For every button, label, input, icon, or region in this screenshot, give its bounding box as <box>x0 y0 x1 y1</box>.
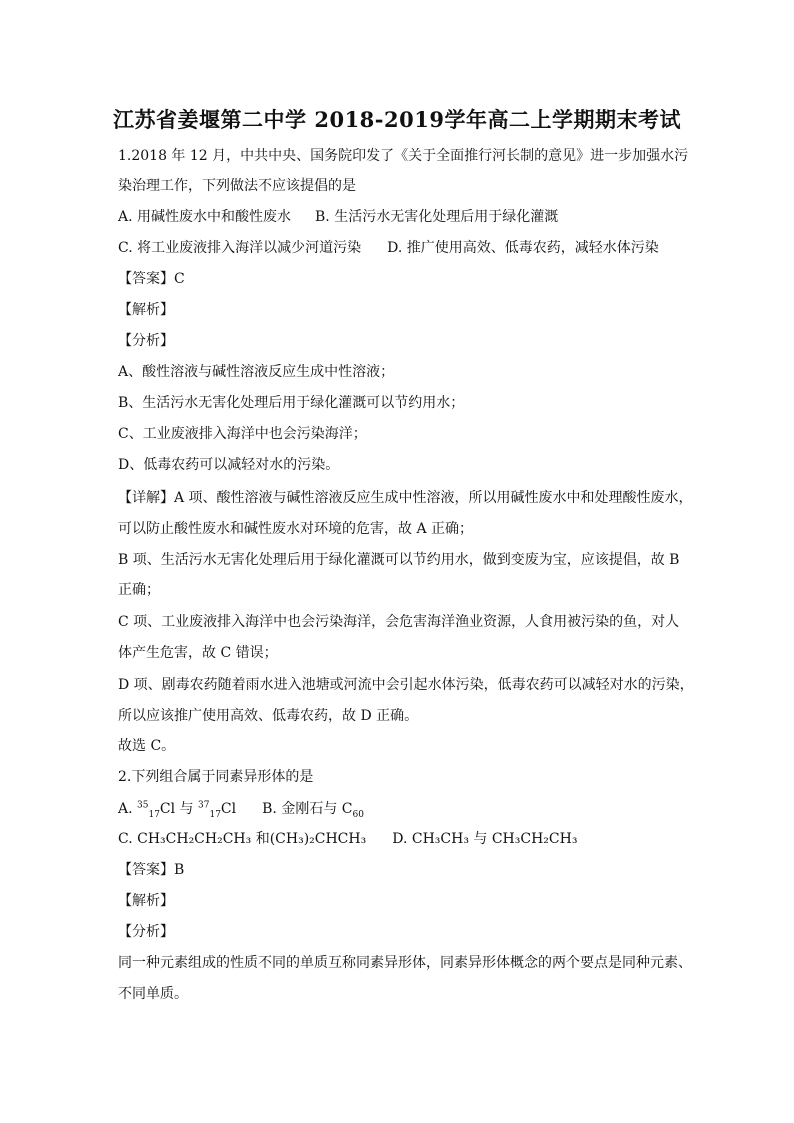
q2-option-a-element1: Cl 与 <box>159 801 199 817</box>
q1-detail-line8: 所以应该推广使用高效、低毒农药，故 D 正确。 <box>118 708 419 724</box>
q1-stem-line2: 染治理工作，下列做法不应该提倡的是 <box>118 178 356 194</box>
q2-option-a-prefix: A. <box>118 801 138 817</box>
q2-option-a <box>118 799 236 819</box>
q1-stem-line1: 1.2018 年 12 月，中共中央、国务院印发了《关于全面推行河长制的意见》进一步加强水污 <box>118 148 689 164</box>
q2-option-a-element2: Cl <box>220 801 237 817</box>
q1-analysis-d: D、低毒农药可以减轻对水的污染。 <box>118 457 340 473</box>
q2-option-a-atomic2: 17 <box>209 809 221 820</box>
q2-option-b-text: B. 金刚石与 C <box>262 801 353 817</box>
q1-analysis-a: A、酸性溶液与碱性溶液反应生成中性溶液； <box>118 364 395 380</box>
q2-option-a-mass2: 37 <box>198 800 210 811</box>
q2-options-row1 <box>118 799 364 819</box>
q1-detail-line5: C 项、工业废液排入海洋中也会污染海洋，会危害海洋渔业资源，人食用被污染的鱼，对人 <box>118 614 680 630</box>
q2-stem: 2.下列组合属于同素异形体的是 <box>118 769 314 785</box>
q1-analysis-b: B、生活污水无害化处理后用于绿化灌溉可以节约用水； <box>118 395 465 411</box>
q1-options-row2 <box>118 238 659 258</box>
q1-analysis-c: C、工业废液排入海洋中也会污染海洋； <box>118 426 367 442</box>
q2-jiexi-heading: 【解析】 <box>118 893 174 909</box>
document-title: 江苏省姜堰第二中学 2018-2019学年高二上学期期末考试 <box>113 107 681 132</box>
q1-fenxi-heading: 【分析】 <box>118 333 174 349</box>
q2-option-c: C. CH₃CH₂CH₂CH₃ 和(CH₃)₂CHCH₃ <box>118 831 367 847</box>
q1-detail-line3: B 项、生活污水无害化处理后用于绿化灌溉可以节约用水，做到变废为宝，应该提倡，故 B <box>118 552 680 568</box>
q2-option-a-mass1: 35 <box>137 800 149 811</box>
q1-detail-line4: 正确； <box>118 582 160 598</box>
q1-option-c: C. 将工业废液排入海洋以减少河道污染 <box>118 240 362 256</box>
q2-answer: 【答案】B <box>118 862 185 878</box>
q1-options-row1 <box>118 207 558 227</box>
q1-option-d: D. 推广使用高效、低毒农药，减轻水体污染 <box>387 240 659 256</box>
q2-option-a-atomic1: 17 <box>148 809 160 820</box>
q1-conclusion: 故选 C。 <box>118 738 176 754</box>
q2-analysis-line2: 不同单质。 <box>118 986 188 1002</box>
q1-answer: 【答案】C <box>118 271 185 287</box>
q2-fenxi-heading: 【分析】 <box>118 924 174 940</box>
q2-analysis-line1: 同一种元素组成的性质不同的单质互称同素异形体，同素异形体概念的两个要点是同种元素、 <box>118 955 692 971</box>
q1-detail-line1: 【详解】A 项、酸性溶液与碱性溶液反应生成中性溶液，所以用碱性废水中和处理酸性废水， <box>118 490 693 506</box>
q1-option-b: B. 生活污水无害化处理后用于绿化灌溉 <box>315 209 559 225</box>
q1-detail-line2: 可以防止酸性废水和碱性废水对环境的危害，故 A 正确； <box>118 521 474 537</box>
q1-jiexi-heading: 【解析】 <box>118 302 174 318</box>
q2-option-b <box>262 799 364 819</box>
q2-option-b-subscript: 60 <box>352 809 364 820</box>
q2-option-d: D. CH₃CH₃ 与 CH₃CH₂CH₃ <box>392 831 578 847</box>
q1-detail-line6: 体产生危害，故 C 错误； <box>118 645 278 661</box>
q1-detail-line7: D 项、剧毒农药随着雨水进入池塘或河流中会引起水体污染，低毒农药可以减轻对水的污染， <box>118 677 694 693</box>
q2-options-row2 <box>118 829 577 849</box>
q1-option-a: A. 用碱性废水中和酸性废水 <box>118 209 292 225</box>
